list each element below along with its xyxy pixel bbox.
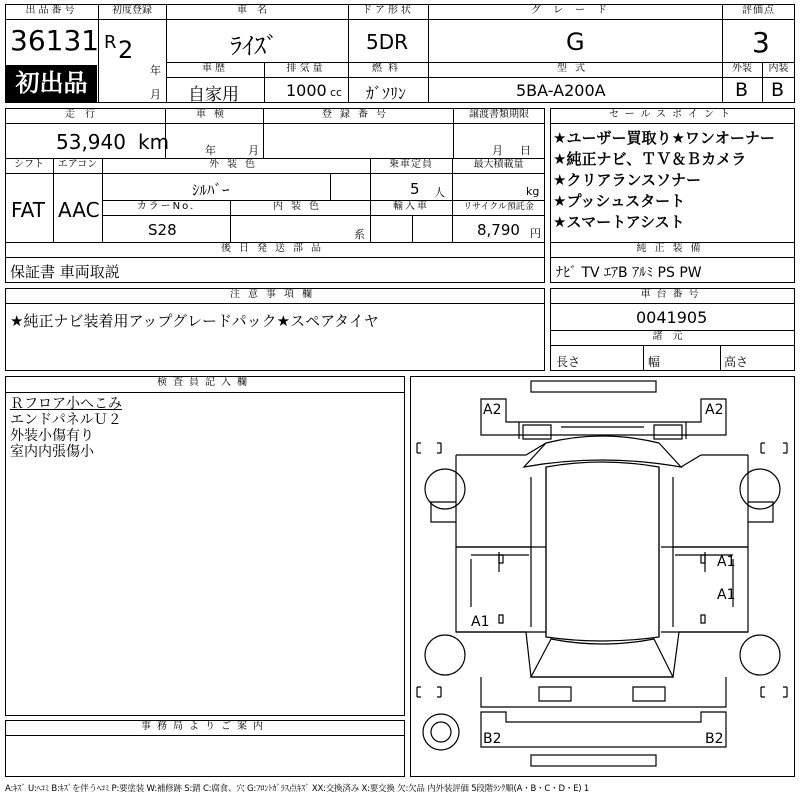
exterior-grade: B — [735, 79, 749, 101]
mileage-label: 走行 — [5, 108, 165, 124]
damage-mark: B2 — [483, 731, 502, 747]
score: 3 — [752, 26, 770, 59]
recycle-deposit-label: リサイクル預託金 — [452, 200, 545, 216]
month-unit: 月 — [150, 88, 161, 101]
score-label: 評価点 — [722, 4, 795, 20]
registration-number-label: 登録番号 — [263, 108, 453, 124]
sales-point-item: ★クリアランスソナー — [553, 171, 701, 189]
inspection-year-unit: 年 — [205, 144, 216, 157]
max-load-label: 最大積載量 — [452, 158, 545, 174]
shift-label: シフト — [5, 158, 53, 174]
damage-legend: A:ｷｽﾞ U:ﾍｺﾐ B:ｷｽﾞを伴うﾍｺﾐ P:要塗装 W:補修跡 S:錆 C:腐食、穴 G:ﾌﾛﾝﾄｶﾞﾗｽ点ｷｽﾞ XX:交換済み X:要交換 欠:欠品 内外装評価 5段階ﾗﾝｸ順(A・B・C・D・E) 1 — [5, 784, 590, 794]
inspection-label: 車検 — [165, 108, 263, 124]
divider — [412, 216, 413, 242]
import-label: 輸入車 — [370, 200, 452, 216]
interior-color-unit: 系 — [354, 228, 365, 241]
office-label: 事務局よりご案内 — [5, 720, 405, 736]
displacement-unit: cc — [330, 86, 343, 99]
exterior-color-label: 外装色 — [102, 158, 370, 174]
genuine-equipment: ﾅﾋﾞ TV ｴｱB ｱﾙﾐ PS PW — [556, 265, 702, 281]
later-parts-label: 後日発送部品 — [5, 242, 545, 258]
model-label: 型式 — [557, 63, 593, 74]
displacement-label: 排気量 — [286, 63, 326, 74]
height-label: 高さ — [724, 355, 749, 369]
grade: G — [566, 28, 585, 56]
shift: FAT — [11, 198, 46, 222]
year-unit: 年 — [150, 64, 161, 77]
later-parts: 保証書 車両取説 — [10, 263, 120, 281]
interior-color-label: 内装色 — [230, 200, 370, 216]
damage-mark: A1 — [717, 587, 736, 603]
inspector-remark: 室内内張傷小 — [10, 444, 94, 460]
car-name: ﾗｲｽﾞ — [230, 32, 278, 60]
sales-points-list — [553, 128, 775, 233]
displacement: 1000 — [286, 81, 327, 100]
capacity-label: 乗車定員 — [370, 158, 452, 174]
divider — [720, 346, 721, 371]
divider — [643, 346, 644, 371]
model-code: 5BA-A200A — [516, 81, 606, 100]
exterior-color: ｼﾙﾊﾞｰ — [192, 181, 230, 199]
registration-era: R — [104, 32, 117, 53]
interior-grade-label: 内装 — [768, 63, 789, 74]
length-label: 長さ — [556, 355, 581, 369]
sales-point-item: ★純正ナビ、ＴＶ＆Ｂカメラ — [553, 150, 747, 168]
sales-point-item: ★ユーザー買取り★ワンオーナー — [553, 129, 775, 147]
registration-year: 2 — [118, 36, 134, 64]
registration-label: 初度登録 — [98, 4, 166, 20]
capacity: 5 — [410, 180, 420, 198]
notes-label: 注意事項欄 — [5, 288, 545, 304]
width-label: 幅 — [648, 355, 661, 369]
dimensions-label: 諸元 — [550, 330, 795, 346]
inspector-remark: 外装小傷有り — [10, 428, 94, 444]
sales-point-item: ★スマートアシスト — [553, 213, 685, 231]
chassis-number: 0041905 — [636, 308, 708, 327]
exterior-grade-label: 外装 — [732, 63, 752, 74]
history: 自家用 — [188, 85, 239, 105]
fuel: ｶﾞｿﾘﾝ — [366, 84, 407, 103]
genuine-equipment-label: 純正装備 — [550, 242, 795, 258]
damage-mark: B2 — [705, 731, 724, 747]
damage-mark: A1 — [471, 614, 490, 630]
damage-mark: A2 — [483, 402, 502, 418]
damage-mark: A2 — [705, 402, 724, 418]
inspection-month-unit: 月 — [248, 144, 259, 157]
inspector-remark: Ｒフロア小へこみ — [10, 396, 122, 412]
inspector-label: 検査員記入欄 — [5, 376, 405, 393]
ac-label: エアコン — [53, 158, 102, 174]
mileage: 53,940 — [56, 130, 126, 154]
car-name-label: 車名 — [166, 4, 348, 20]
transfer-deadline-label: 譲渡書類期限 — [453, 108, 545, 124]
chassis-number-label: 車台番号 — [550, 288, 795, 304]
recycle-deposit: 8,790 — [477, 221, 520, 239]
grade-label: グレード — [428, 4, 722, 20]
sales-points-label: セールスポイント — [550, 108, 795, 124]
inspector-remarks — [10, 396, 122, 460]
max-load-unit: kg — [526, 185, 540, 198]
recycle-deposit-unit: 円 — [530, 227, 541, 240]
sales-point-item: ★プッシュスタート — [553, 192, 686, 210]
door-type: 5DR — [366, 30, 409, 54]
lot-number: 36131 — [10, 24, 100, 57]
divider — [330, 174, 331, 200]
first-listing-badge: 初出品 — [6, 65, 97, 102]
ac: AAC — [58, 198, 100, 222]
door-label: ドア形状 — [348, 4, 428, 20]
mileage-unit: km — [138, 130, 170, 154]
color-number-label: カラーNo. — [102, 200, 230, 216]
history-label: 車歴 — [202, 63, 228, 74]
divider — [166, 77, 722, 78]
color-number: S28 — [148, 221, 177, 239]
damage-mark: A1 — [717, 554, 736, 570]
divider — [722, 77, 795, 78]
notes-text: ★純正ナビ装着用アップグレードパック★スペアタイヤ — [10, 312, 379, 330]
transfer-day-unit: 日 — [520, 144, 531, 157]
inspector-remark: エンドパネルＵ２ — [10, 412, 122, 428]
fuel-label: 燃料 — [372, 63, 404, 74]
transfer-month-unit: 月 — [492, 144, 503, 157]
lot-number-label: 出品番号 — [5, 4, 98, 20]
car-outline-diagram — [411, 377, 794, 776]
car-diagram — [410, 376, 795, 777]
interior-grade: B — [771, 79, 785, 101]
capacity-unit: 人 — [434, 186, 445, 199]
